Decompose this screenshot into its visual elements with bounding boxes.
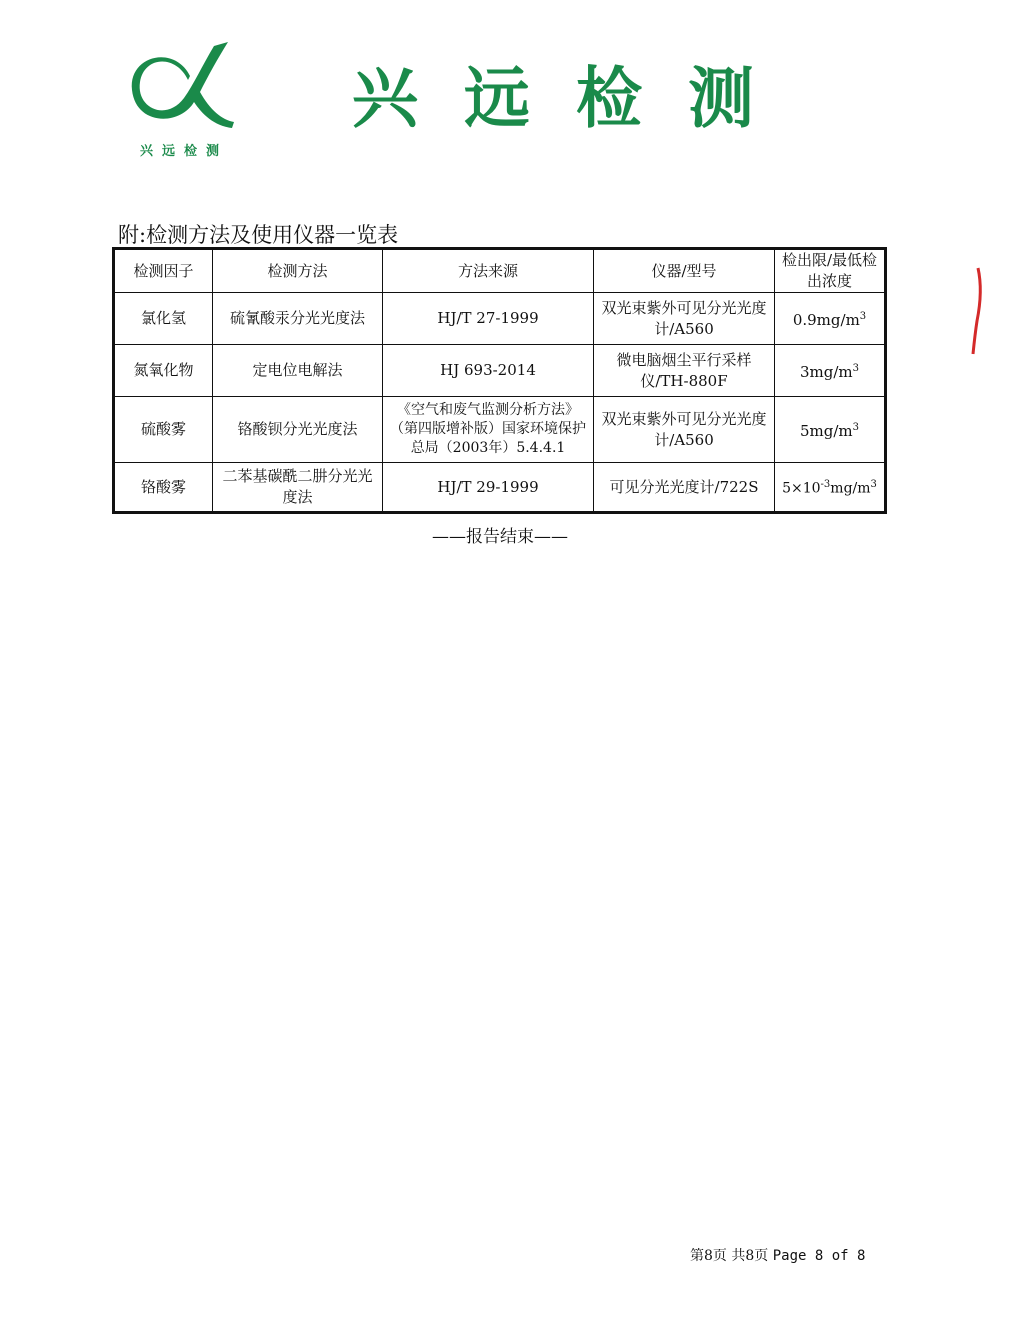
source-cell: HJ/T 29-1999	[383, 463, 594, 513]
appendix-title: 附:检测方法及使用仪器一览表	[118, 223, 399, 247]
method-cell: 硫氰酸汞分光光度法	[213, 293, 383, 345]
page-number-cn: 第8页 共8页	[690, 1248, 769, 1264]
source-cell: HJ/T 27-1999	[383, 293, 594, 345]
limit-cell	[775, 293, 886, 345]
instrument-cell: 微电脑烟尘平行采样仪/TH-880F	[594, 345, 775, 397]
limit-exponent: 3	[852, 363, 860, 374]
column-header: 检测方法	[213, 249, 383, 293]
factor-cell: 铬酸雾	[114, 463, 213, 513]
instrument-cell: 双光束紫外可见分光光度计/A560	[594, 293, 775, 345]
method-cell: 铬酸钡分光光度法	[213, 397, 383, 463]
limit-value: 0.9mg/m	[792, 311, 860, 329]
table-row	[114, 397, 886, 463]
limit-exponent: 3	[859, 311, 867, 322]
limit-value: 5mg/m	[799, 422, 853, 440]
column-header: 仪器/型号	[594, 249, 775, 293]
report-end-mark: ——报告结束——	[432, 527, 568, 547]
limit-unit: mg/m	[830, 480, 871, 497]
table-header-row	[114, 249, 886, 293]
limit-unit-exponent: 3	[870, 479, 877, 491]
source-cell: HJ 693-2014	[383, 345, 594, 397]
logo-caption: 兴远检测	[139, 144, 228, 159]
red-seal-mark-icon	[968, 266, 988, 356]
method-cell: 二苯基碳酰二肼分光光度法	[213, 463, 383, 513]
limit-cell	[775, 397, 886, 463]
table-row	[114, 345, 886, 397]
column-header: 方法来源	[383, 249, 594, 293]
limit-cell	[775, 345, 886, 397]
limit-exponent: 3	[852, 422, 860, 433]
method-cell: 定电位电解法	[213, 345, 383, 397]
factor-cell: 氮氧化物	[114, 345, 213, 397]
brand-logo-icon	[128, 36, 240, 136]
brand-title: 兴远检测	[352, 59, 800, 137]
page-footer	[690, 1245, 865, 1265]
source-cell: 《空气和废气监测分析方法》（第四版增补版）国家环境保护总局（2003年）5.4.4.1	[383, 397, 594, 463]
factor-cell: 氯化氢	[114, 293, 213, 345]
limit-cell	[775, 463, 886, 513]
page-number-en: Page 8 of 8	[772, 1248, 866, 1264]
table-row	[114, 463, 886, 513]
limit-value: 5×10	[782, 480, 821, 497]
column-header: 检出限/最低检出浓度	[775, 249, 886, 293]
column-header: 检测因子	[114, 249, 213, 293]
instrument-table	[112, 247, 887, 514]
limit-value: 3mg/m	[799, 363, 853, 381]
instrument-cell: 可见分光光度计/722S	[594, 463, 775, 513]
factor-cell: 硫酸雾	[114, 397, 213, 463]
table-row	[114, 293, 886, 345]
instrument-cell: 双光束紫外可见分光光度计/A560	[594, 397, 775, 463]
brand-logo	[128, 36, 240, 166]
limit-exponent: -3	[820, 479, 831, 491]
